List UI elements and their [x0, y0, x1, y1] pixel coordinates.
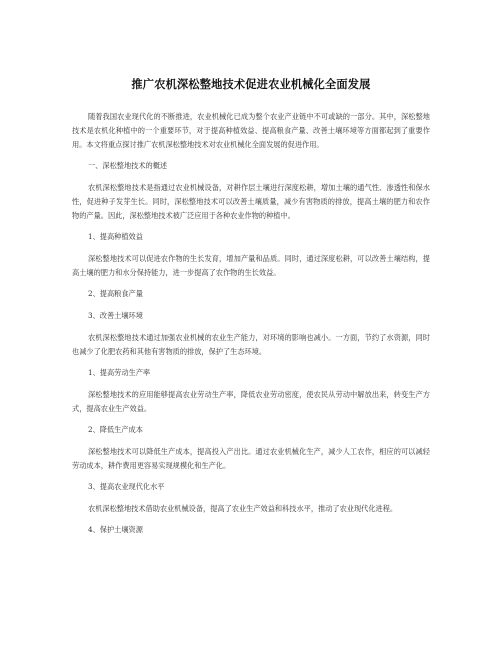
section-heading-overview: 一、深松整地技术的概述 — [88, 161, 168, 170]
section-body-planting-benefit: 深松整地技术可以促进农作物的生长发育，增加产量和品质。同时，通过深度松耕，可以改善土壤结构，提高土壤的肥力和水分保持能力，进一步提高了农作物的生长效益。 — [72, 254, 430, 277]
section-heading-soil-environment: 3、改善土壤环境 — [88, 311, 143, 320]
section-heading-modernization: 3、提高农业现代化水平 — [88, 482, 165, 491]
document-title: 推广农机深松整地技术促进农业机械化全面发展 — [131, 77, 371, 91]
section-body-production-cost: 深松整地技术可以降低生产成本，提高投入产出比。通过农业机械化生产，减少人工农作，相应的可以减轻劳动成本，耕作费用更容易实现规模化和生产化。 — [72, 447, 430, 470]
section-body-modernization: 农机深松整地技术借助农业机械设备，提高了农业生产效益和科技水平，推动了农业现代化进程。 — [88, 504, 398, 513]
section-heading-planting-benefit: 1、提高种植效益 — [88, 232, 143, 241]
section-heading-production-cost: 2、降低生产成本 — [88, 425, 143, 434]
section-heading-grain-yield: 2、提高粮食产量 — [88, 289, 143, 298]
section-body-labor-productivity: 深松整地技术的应用能够提高农业劳动生产率，降低农业劳动密度，使农民从劳动中解放出来，转变生产方式，提高农业生产效益。 — [72, 390, 430, 413]
section-heading-labor-productivity: 1、提高劳动生产率 — [88, 368, 151, 377]
intro-paragraph: 随着我国农业现代化的不断推进，农业机械化已成为整个农业产业链中不可或缺的一部分。其中，深松整地技术是农机化种植中的一个重要环节，对于提高种植效益、提高粮食产量、改善土壤环境等方面都起到了重要作用。本文将重点探讨推广农机深松整地技术对农业机械化全面发展的促进作用。 — [72, 112, 430, 149]
section-body-soil-environment: 农机深松整地技术通过加强农业机械的农业生产能力，对环境的影响也减小。一方面，节约了水资源，同时也减少了化肥农药和其他有害物质的排放，保护了生态环境。 — [72, 333, 430, 356]
section-body-overview: 农机深松整地技术是指通过农业机械设备，对耕作层土壤进行深度松耕，增加土壤的通气性、渗透性和保水性，促进种子发芽生长。同时，深松整地技术可以改善土壤质量，减少有害物质的排放，提高土壤的肥力和农作物的产量。因此，深松整地技术被广泛应用于各种农业作物的种植中。 — [72, 183, 430, 220]
section-heading-soil-resources: 4、保护土壤资源 — [88, 525, 143, 534]
